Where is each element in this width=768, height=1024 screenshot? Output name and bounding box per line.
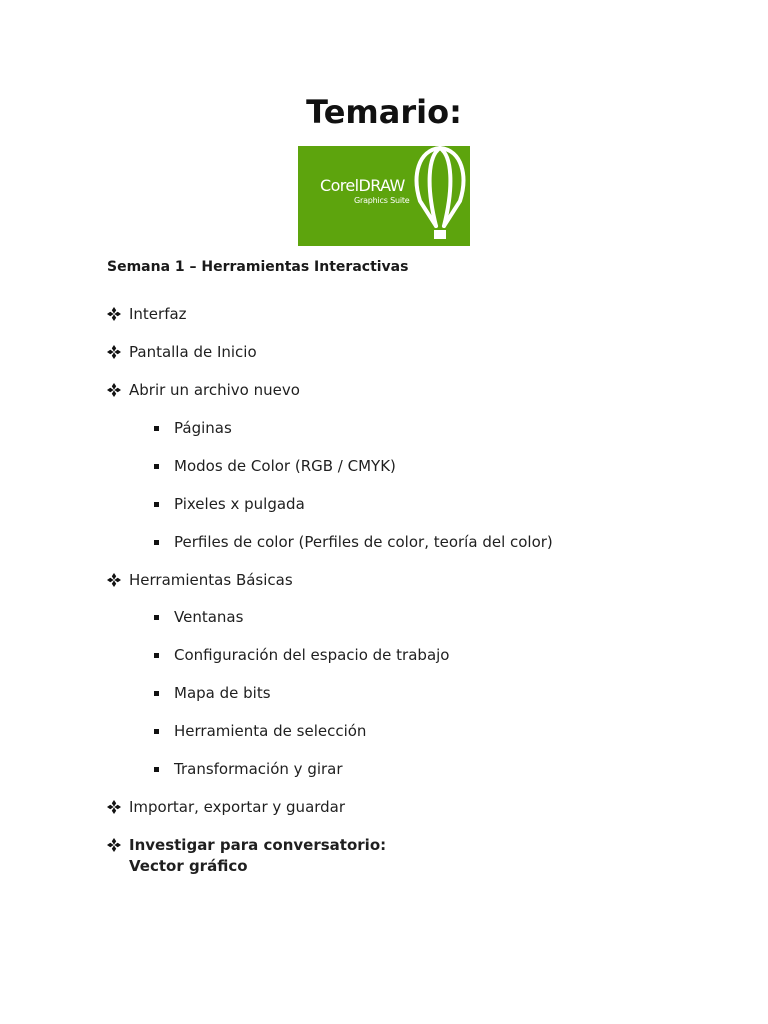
outline-item-text: Pixeles x pulgada (174, 495, 305, 513)
outline-item-text: Ventanas (174, 608, 244, 626)
outline-item-text: Páginas (174, 419, 232, 437)
diamond-bullet-icon (107, 307, 121, 321)
outline-item-text: Abrir un archivo nuevo (129, 381, 300, 399)
square-bullet-icon (154, 767, 159, 772)
logo-brand-bold: DRAW (358, 176, 405, 195)
square-bullet-icon (154, 426, 159, 431)
diamond-bullet-icon (107, 345, 121, 359)
outline-item-text: Importar, exportar y guardar (129, 798, 346, 816)
research-line-1: Investigar para conversatorio: (129, 836, 387, 854)
diamond-bullet-icon (107, 800, 121, 814)
outline-item-text: Pantalla de Inicio (129, 343, 257, 361)
outline-item-text: Herramienta de selección (174, 722, 367, 740)
diamond-bullet-icon (107, 838, 121, 852)
page-title: Temario: (306, 93, 462, 131)
outline-item-text: Configuración del espacio de trabajo (174, 646, 450, 664)
outline-item-text: Perfiles de color (Perfiles de color, teoría del color) (174, 533, 553, 551)
outline-item-text: Transformación y girar (174, 760, 343, 778)
coreldraw-logo (298, 146, 470, 246)
diamond-bullet-icon (107, 573, 121, 587)
outline-item-text: Modos de Color (RGB / CMYK) (174, 457, 396, 475)
logo-subtitle: Graphics Suite (354, 196, 410, 205)
outline-item-text: Interfaz (129, 305, 187, 323)
diamond-bullet-icon (107, 383, 121, 397)
square-bullet-icon (154, 653, 159, 658)
square-bullet-icon (154, 729, 159, 734)
square-bullet-icon (154, 691, 159, 696)
logo-brand-light: Corel (320, 176, 359, 195)
square-bullet-icon (154, 540, 159, 545)
hot-air-balloon-icon (410, 146, 470, 246)
square-bullet-icon (154, 615, 159, 620)
outline-item-text: Herramientas Básicas (129, 571, 293, 589)
research-line-2: Vector gráfico (129, 857, 248, 875)
week-heading: Semana 1 – Herramientas Interactivas (107, 259, 409, 275)
logo-brand (320, 176, 405, 196)
square-bullet-icon (154, 502, 159, 507)
square-bullet-icon (154, 464, 159, 469)
outline-item-text: Mapa de bits (174, 684, 271, 702)
